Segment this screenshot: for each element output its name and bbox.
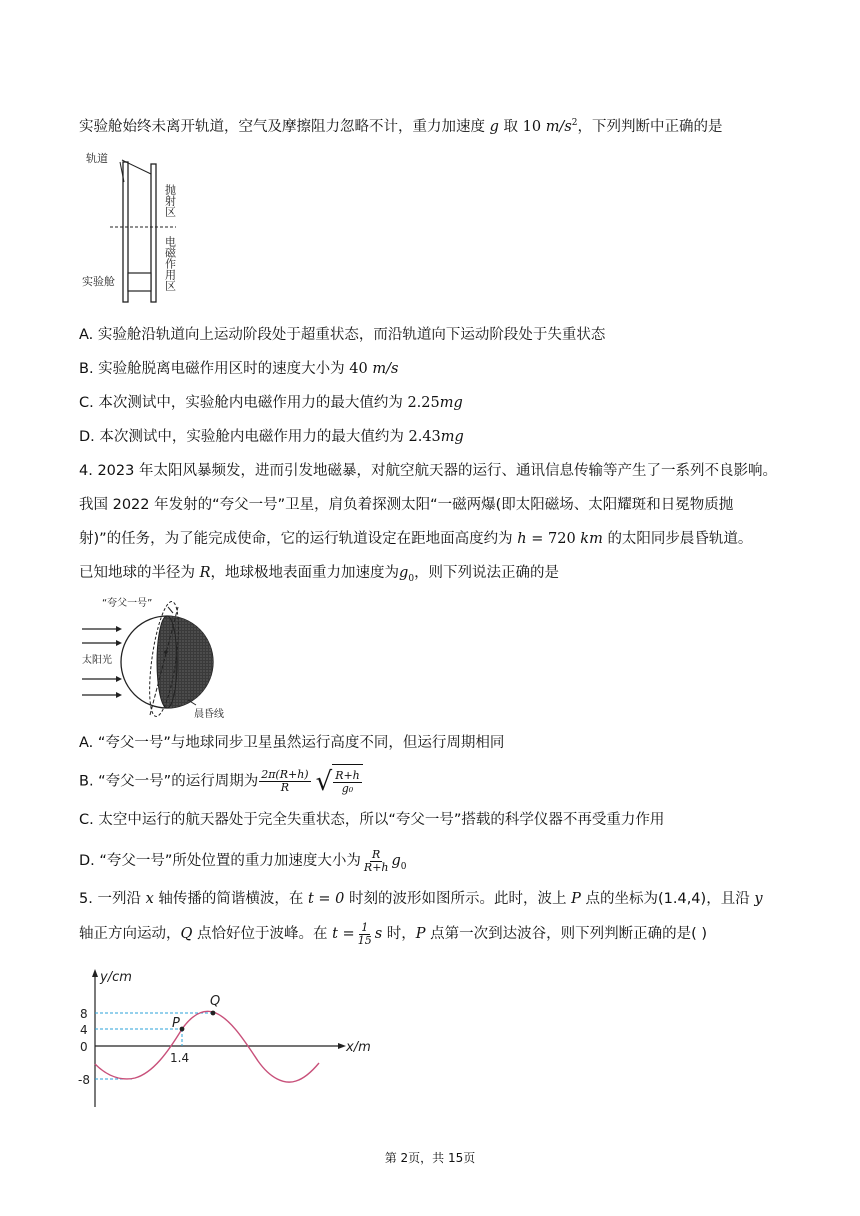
q5-line2-d: 点第一次到达波谷，则下列判断正确的是( ): [430, 926, 708, 942]
intro-text: 实验舱始终未离开轨道，空气及摩擦阻力忽略不计，重力加速度: [79, 118, 485, 135]
q4-g: g: [399, 565, 409, 581]
q4-option-b-text: B. “夸父一号”的运行周期为: [79, 773, 259, 790]
q5-line2-b: 点恰好位于波峰。在: [197, 926, 328, 942]
q4-line1: 4. 2023 年太阳风暴频发，进而引发地磁暴，对航空航天器的运行、通讯信息传输等产生了一系列不良影响。: [79, 463, 777, 479]
option-d: [79, 427, 464, 447]
g-exp: 2: [571, 118, 578, 128]
option-d-prefix: D.: [79, 429, 100, 445]
q4-line4-b: ，地球极地表面重力加速度为: [210, 565, 400, 581]
option-c-value: 2.25: [407, 395, 440, 411]
option-c-prefix: C.: [79, 395, 99, 411]
q4-line2: 我国 2022 年发射的“夸父一号”卫星，肩负着探测太阳“一磁两爆(即太阳磁场、太阳耀斑和日冕物质抛: [79, 497, 734, 513]
tick-4: 4: [80, 1023, 88, 1037]
q4-line3-b: 的太阳同步晨昏轨道。: [607, 531, 753, 547]
g-symbol: g: [489, 118, 499, 135]
label-Q: Q: [210, 994, 221, 1009]
option-a: [79, 325, 605, 345]
sqrt-frac-den: g₀: [341, 781, 354, 795]
label-track: 轨道: [86, 152, 108, 165]
gravity-g: g: [391, 853, 401, 869]
option-c: [79, 393, 463, 413]
option-a-text: 实验舱沿轨道向上运动阶段处于超重状态，而沿轨道向下运动阶段处于失重状态: [97, 327, 606, 343]
q4-line4-a: 已知地球的半径为: [79, 565, 195, 581]
q4-option-d: [79, 844, 407, 884]
page-footer: 第 2页，共 15页: [384, 1151, 476, 1165]
intro-after: ，下列判断中正确的是: [577, 118, 723, 135]
q5-line1-d: 点的坐标为(1.4,4)，且沿: [585, 891, 750, 907]
label-satellite: “夸父一号”: [102, 598, 153, 609]
label-launch: 抛射区: [163, 184, 177, 217]
gravity-frac-den: R+h: [363, 860, 389, 874]
g-unit: m/s: [545, 118, 572, 135]
q5-t: t =: [332, 926, 355, 942]
tick-8: 8: [80, 1007, 88, 1021]
q4-line3: [79, 529, 752, 549]
q4-line4: [79, 563, 559, 589]
point-Q: [211, 1011, 216, 1016]
g-value: 10: [522, 118, 542, 135]
label-cabin: 实验舱: [82, 275, 115, 288]
q5-y: y: [754, 891, 763, 907]
q5-s: s: [374, 926, 383, 942]
label-sunlight: 太阳光: [82, 655, 112, 666]
q4-g-sub: 0: [408, 573, 415, 584]
q5-line2-c: 时，: [386, 926, 416, 942]
option-b-text: 实验舱脱离电磁作用区时的速度大小为: [98, 361, 345, 377]
y-axis-label: y/cm: [100, 970, 132, 985]
q5-Q: Q: [180, 926, 193, 942]
q5-P2: P: [415, 926, 426, 942]
q4-R: R: [199, 565, 211, 581]
option-d-unit: mg: [440, 429, 464, 445]
take-text: 取: [503, 118, 519, 135]
q4-line4-c: ，则下列说法正确的是: [414, 565, 560, 581]
time-frac-num: 1: [361, 920, 369, 934]
intro-line: [79, 113, 723, 137]
x-axis-label: x/m: [346, 1040, 371, 1055]
q5-line2-a: 轴正方向运动，: [79, 926, 181, 942]
q4-option-d-text: D. “夸父一号”所处位置的重力加速度大小为: [79, 853, 361, 869]
tick-0: 0: [80, 1040, 88, 1054]
tick-neg8: -8: [78, 1073, 90, 1087]
time-fraction: [356, 922, 374, 947]
q4-option-c: C. 太空中运行的航天器处于完全失重状态，所以“夸父一号”搭载的科学仪器不再受重力作用: [79, 812, 665, 828]
q5-line1: [79, 889, 763, 909]
period-frac-num: 2π(R+h): [261, 768, 309, 781]
q5-x: x: [145, 891, 154, 907]
period-frac-den: R: [280, 781, 290, 794]
option-c-text: 本次测试中，实验舱内电磁作用力的最大值约为: [98, 395, 403, 411]
gravity-frac-num: R: [372, 847, 381, 861]
label-terminator: 晨昏线: [194, 709, 224, 720]
q5-line1-a: 5. 一列沿: [79, 891, 141, 907]
time-frac-den: 15: [357, 933, 372, 947]
period-fraction: [259, 769, 310, 794]
sqrt-frac-num: R+h: [335, 768, 360, 782]
label-P: P: [172, 1016, 180, 1031]
option-d-value: 2.43: [408, 429, 441, 445]
gravity-g-sub: 0: [400, 861, 407, 872]
option-b-value: 40: [349, 361, 368, 377]
option-c-unit: mg: [439, 395, 463, 411]
q4-eq: = 720: [526, 531, 581, 547]
q4-option-b: [79, 764, 363, 799]
q4-line3-a: 射)”的任务，为了能完成使命，它的运行轨道设定在距地面高度约为: [79, 531, 513, 547]
q5-line1-b: 轴传播的简谐横波，在: [158, 891, 304, 907]
option-d-text: 本次测试中，实验舱内电磁作用力的最大值约为: [99, 429, 404, 445]
earth-orbit-diagram: [80, 595, 260, 724]
q5-t0: t = 0: [307, 891, 345, 907]
tick-14: 1.4: [170, 1051, 190, 1065]
label-em: 电磁作用区: [163, 236, 177, 291]
option-b-prefix: B.: [79, 361, 99, 377]
gravity-fraction: [362, 849, 391, 874]
option-b: [79, 359, 398, 379]
wave-graph: [78, 965, 388, 1114]
option-b-unit: m/s: [372, 361, 399, 377]
q5-line1-c: 时刻的波形如图所示。此时，波上: [349, 891, 567, 907]
wave-curve: [95, 1011, 319, 1082]
q4-h: h: [517, 531, 527, 547]
q4-unit: km: [580, 531, 603, 547]
q5-P: P: [571, 891, 581, 907]
period-sqrt: √ $\frac{R+h}{\text{g₀}}$: [316, 764, 363, 799]
q5-line2: [79, 917, 707, 951]
q4-option-a: A. “夸父一号”与地球同步卫星虽然运行高度不同，但运行周期相同: [79, 735, 505, 751]
track-diagram: [78, 146, 198, 312]
point-P: [180, 1027, 185, 1032]
option-a-prefix: A.: [79, 327, 98, 343]
